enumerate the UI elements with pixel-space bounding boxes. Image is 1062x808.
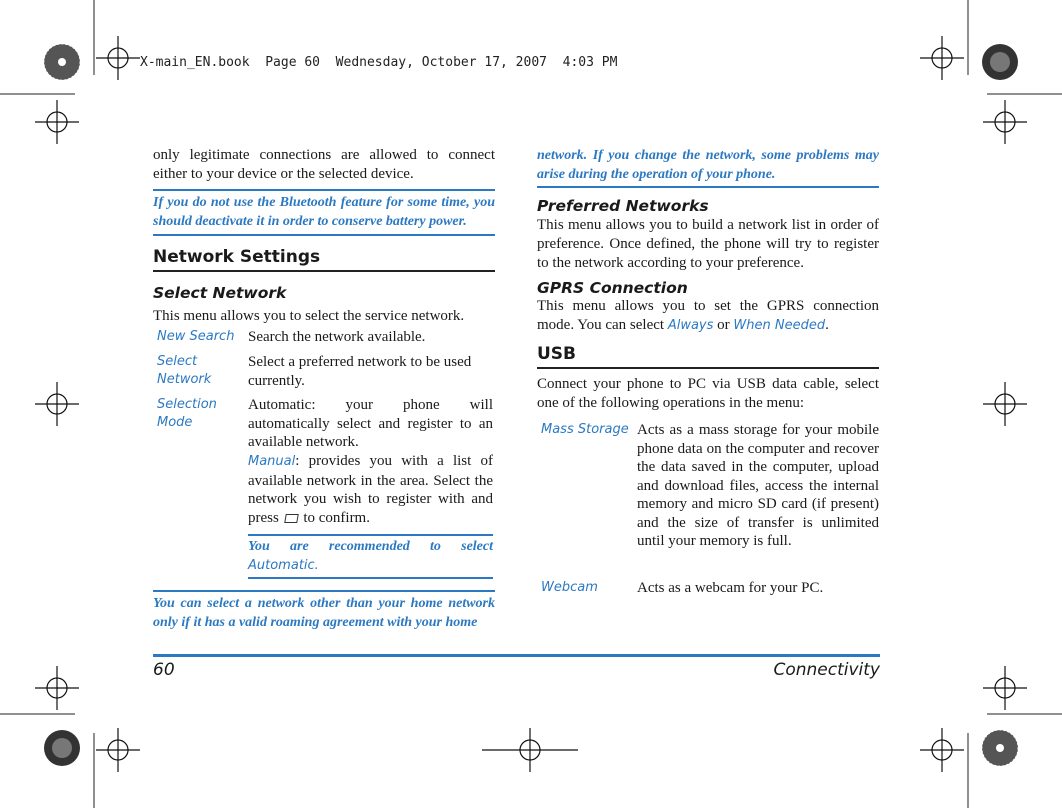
- roaming-rule-top: [153, 590, 495, 592]
- subsection-title-select-network: Select Network: [153, 284, 287, 302]
- chapter-title: Connectivity: [773, 660, 880, 680]
- recommend-rule-top: [248, 534, 493, 536]
- usb-intro: Connect your phone to PC via USB data cable, select one of the following operations in the menu:: [537, 376, 879, 411]
- term-mass-storage: Mass Storage: [541, 422, 629, 437]
- footer-rule: [153, 654, 880, 657]
- subsection-title-preferred-networks: Preferred Networks: [537, 197, 709, 215]
- gprs-or: or: [713, 317, 734, 333]
- roaming-note-continued: network. If you change the network, some problems may arise during the operation of your phone.: [537, 148, 879, 182]
- subsection-title-gprs-connection: GPRS Connection: [537, 279, 688, 297]
- note-rule-top: [153, 189, 495, 191]
- desc-selection-mode: Automatic: your phone will automatically select and register to an available network.: [248, 397, 493, 450]
- preferred-networks-text: This menu allows you to build a network list in order of preference. Once defined, the phone will try to register to the network according to your preference.: [537, 217, 879, 271]
- term-selection-mode: Selection Mode: [157, 397, 217, 430]
- desc-mass-storage: Acts as a mass storage for your mobile phone data on the computer and recover the data saved in the computer, upload and download files, access the internal memory and micro SD card (if present) and the size of transfer is unlimited until your memory is full.: [637, 422, 879, 549]
- gprs-connection-text: [537, 297, 879, 335]
- term-select-network: Select Network: [157, 354, 212, 387]
- intro-paragraph: only legitimate connections are allowed to connect either to your device or the selected device.: [153, 147, 495, 182]
- desc-manual: [248, 452, 493, 527]
- roaming-note: You can select a network other than your home network only if it has a valid roaming agreement with your home: [153, 596, 495, 630]
- manual-desc-after: to confirm.: [299, 509, 370, 526]
- bluetooth-note: If you do not use the Bluetooth feature for some time, you should deactivate it in order to conserve battery power.: [153, 195, 495, 229]
- gprs-option-when-needed: When Needed: [733, 318, 826, 333]
- select-network-intro: This menu allows you to select the service network.: [153, 308, 465, 324]
- term-new-search: New Search: [157, 329, 235, 344]
- term-webcam: Webcam: [541, 580, 598, 595]
- manual-term: Manual: [248, 454, 296, 469]
- desc-new-search: Search the network available.: [248, 329, 426, 345]
- section-underline: [153, 270, 495, 272]
- manual-desc-before: : provides you with a list of available network in the area. Select the network you wish to register with and press: [248, 453, 493, 526]
- desc-webcam: Acts as a webcam for your PC.: [637, 580, 824, 596]
- print-header-stamp: X-main_EN.book Page 60 Wednesday, October 17, 2007 4:03 PM: [140, 55, 618, 70]
- recommend-term: Automatic.: [248, 558, 319, 573]
- gprs-end: .: [825, 317, 829, 333]
- section-title-usb: USB: [537, 344, 577, 364]
- roaming-rule-bottom: [537, 186, 879, 188]
- gprs-option-always: Always: [667, 318, 714, 333]
- confirm-key-icon: [284, 514, 299, 523]
- desc-select-network: Select a preferred network to be used currently.: [248, 354, 472, 389]
- note-rule-bottom: [153, 234, 495, 236]
- gprs-text: This menu allows you to set the GPRS connection mode. You can select: [537, 298, 879, 333]
- section-title-network-settings: Network Settings: [153, 247, 321, 267]
- recommend-rule-bottom: [248, 577, 493, 579]
- page-number: 60: [153, 660, 175, 680]
- recommend-note: You are recommended to select: [248, 539, 493, 554]
- usb-underline: [537, 367, 879, 369]
